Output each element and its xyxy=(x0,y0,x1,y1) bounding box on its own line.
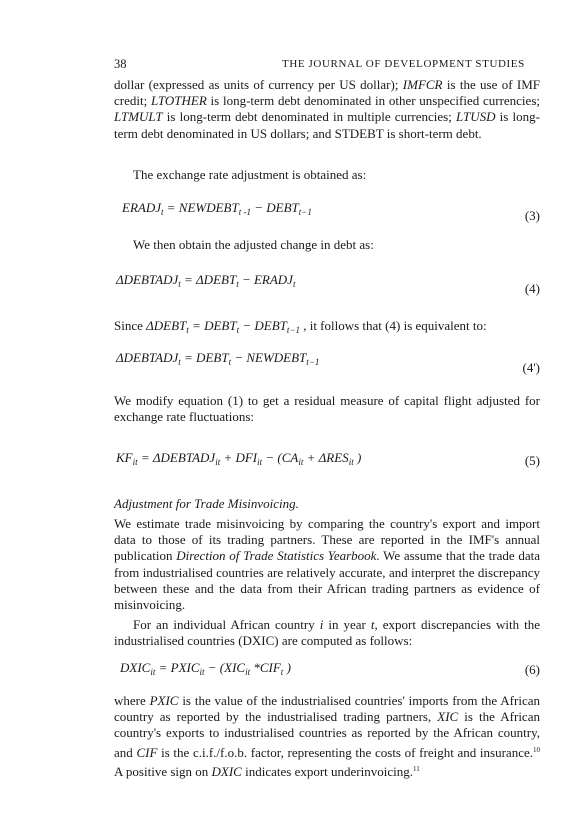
equation-number: (5) xyxy=(524,453,540,468)
equation-number: (3) xyxy=(524,208,540,223)
paragraph-adjusted-change-intro: We then obtain the adjusted change in debt as: xyxy=(133,237,374,252)
paragraph-trade-misinvoicing: We estimate trade misinvoicing by comparing the country's export and import data to those of its trading partners. These are reported in the IMF's annual publication Direction of Trade Statistics Yearbook. We assume that the trade data from industrialised countries are relatively accurate, and interpret the discrepancy between these and the data from their African trading partners as evidence of misinvoicing. xyxy=(114,516,540,613)
paragraph-modify-equation: We modify equation (1) to get a residual measure of capital flight adjusted for exchange rate fluctuations: xyxy=(114,393,540,425)
equation-5: $KF_{it}$ = $\Delta DEBTADJ_{it} + DFI_{it} - (CA_{it} + \Delta RES_{it}$ ) (5) xyxy=(116,450,540,468)
footnote-marker: 11 xyxy=(412,764,420,773)
paragraph-since-statement: Since $\Delta DEBT_t$ = $DEBT_t$ − $DEBT_{t-1}$ , it follows that (4) is equivalent to: xyxy=(114,318,487,335)
running-header-title: THE JOURNAL OF DEVELOPMENT STUDIES xyxy=(282,58,525,70)
paragraph-variable-definitions: dollar (expressed as units of currency per US dollar); IMFCR is the use of IMF credit; LTOTHER is long-term debt denominated in other unspecified currencies; LTMULT is long-term debt denominated in multiple currencies; LTUSD is long-term debt denominated in US dollars; and STDEBT is short-term debt. xyxy=(114,77,540,141)
equation-number: (4) xyxy=(524,281,540,296)
equation-4-prime: $\Delta DEBTADJ_t$ = $DEBT_t$ − $NEWDEBT_{t-1}$ (4') xyxy=(116,350,540,375)
page-number: 38 xyxy=(114,57,127,71)
equation-number: (6) xyxy=(524,662,540,677)
equation-number: (4') xyxy=(522,360,540,375)
section-heading: Adjustment for Trade Misinvoicing. xyxy=(114,496,299,511)
equation-3: $ERADJ_t$ = $NEWDEBT_{t -1}$ − $DEBT_{t-1}$ (3) xyxy=(122,200,540,223)
equation-6: $DXIC_{it}$ = $PXIC_{it} - (XIC_{it}$ $*CIF_t$ ) (6) xyxy=(120,660,540,677)
footnote-marker: 10 xyxy=(533,745,540,754)
equation-4: $\Delta DEBTADJ_t$ = $\Delta DEBT_t$ − $ERADJ_t$ (4) xyxy=(116,272,540,296)
paragraph-export-discrepancies: For an individual African country i in year t, export discrepancies with the industrialised countries (DXIC) are computed as follows: xyxy=(114,617,541,649)
paragraph-exchange-rate-intro: The exchange rate adjustment is obtained as: xyxy=(133,167,367,182)
paragraph-where-definitions: where PXIC is the value of the industrialised countries' imports from the African country as reported by the industrialised trading partners, XIC is the African country's exports to industrialised countries as reported by the African country, and CIF is the c.i.f./f.o.b. factor, representing the costs of freight and insurance.$^{10}$ A positive sign on DXIC indicates export underinvoicing.$^{11}$ xyxy=(114,693,540,779)
